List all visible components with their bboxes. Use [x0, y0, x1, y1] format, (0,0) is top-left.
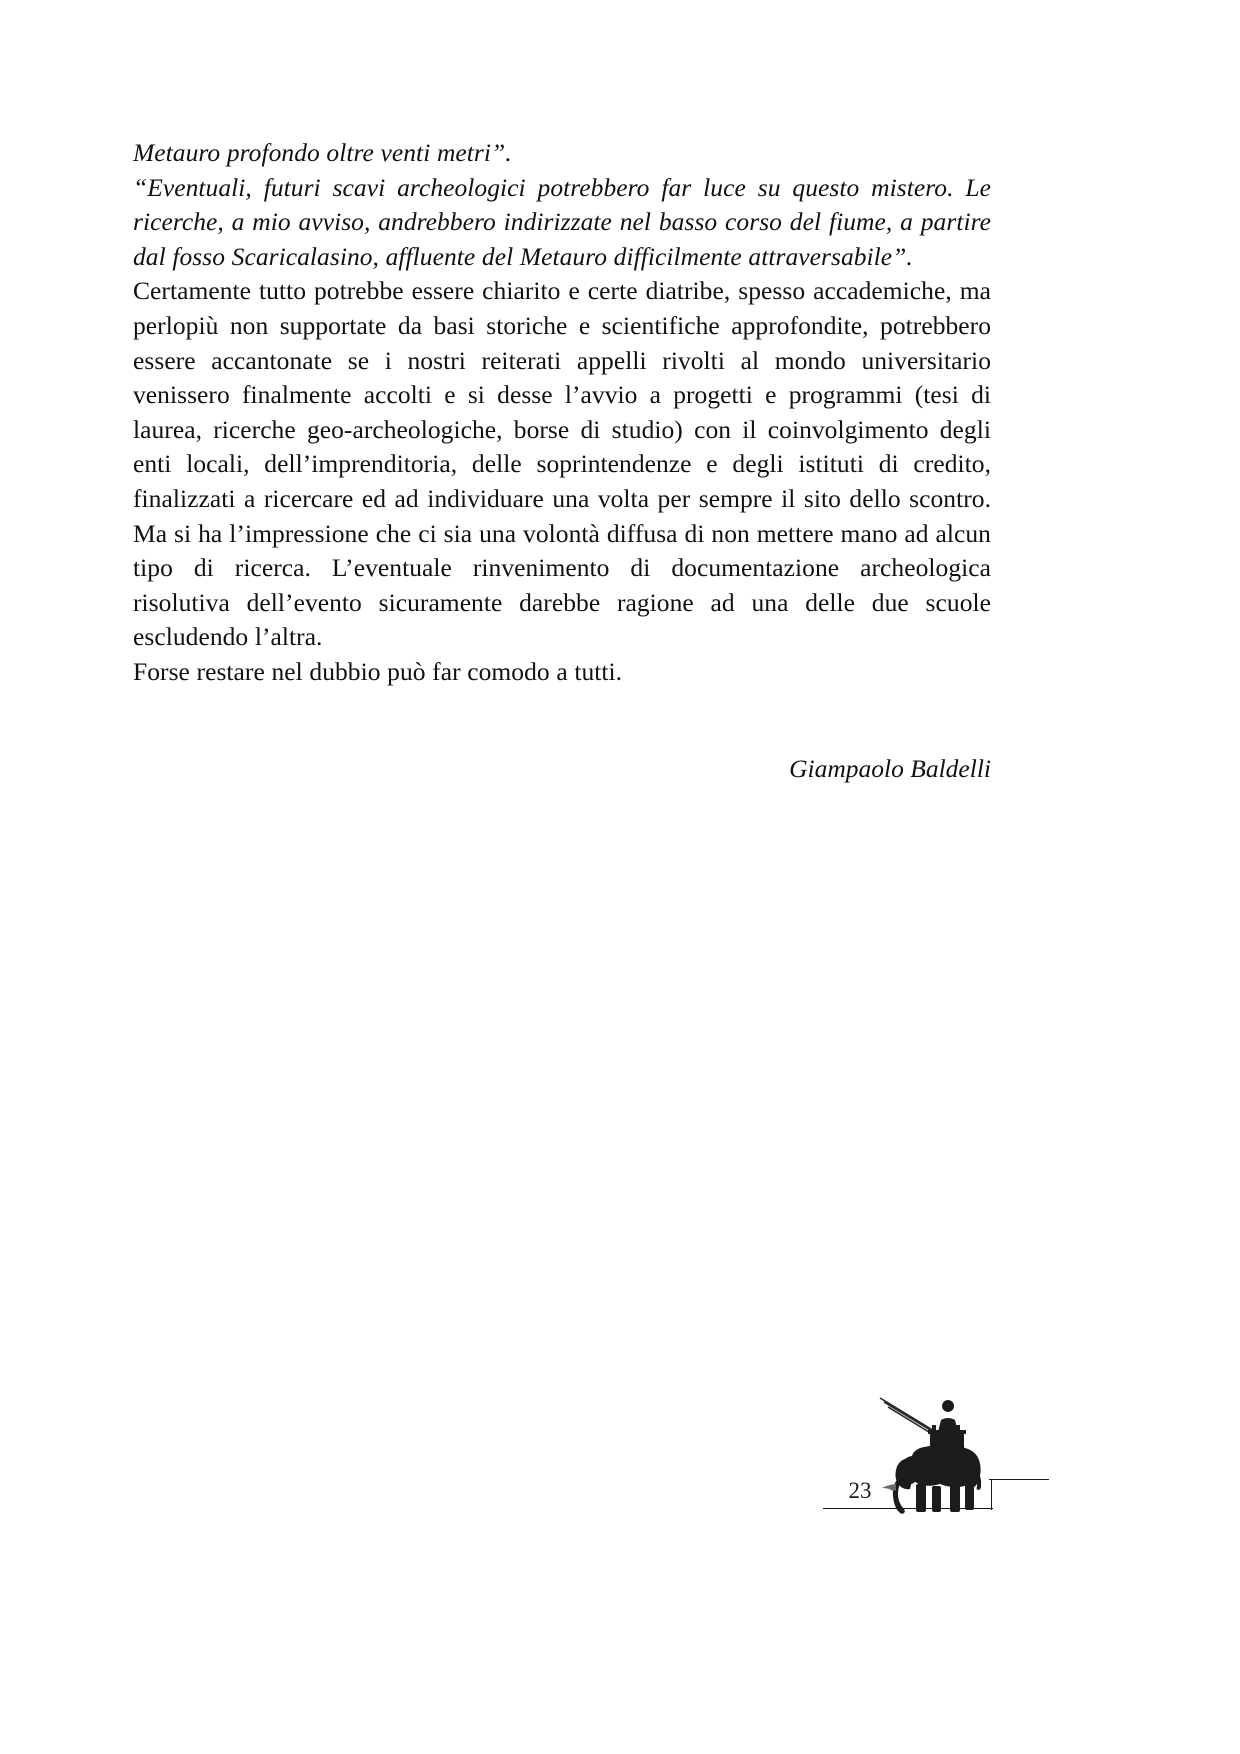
paragraph-quote-block: “Eventuali, futuri scavi archeologici potrebbero far luce su questo mistero. Le ricerche, a mio avviso, andrebbero indirizzate nel basso corso del fiume, a partire dal fosso Scaricalasino, affluente del Metauro difficilmente attraversabile”. [133, 172, 991, 271]
paragraph-quote-continuation: Metauro profondo oltre venti metri”. [133, 138, 512, 167]
footer-rule-vertical [991, 1480, 992, 1510]
page-number: 23 [848, 1478, 872, 1503]
author-signature: Giampaolo Baldelli [789, 754, 991, 783]
footer-rule-horizontal [823, 1508, 993, 1509]
page-text-body [133, 136, 991, 690]
paragraph-main-commentary: Certamente tutto potrebbe essere chiarito e certe diatribe, spesso accademiche, ma perlopiù non supportate da basi storiche e scientifiche approfondite, potrebbero essere accantonate se i nostri reiterati appelli rivolti al mondo universitario venissero finalmente accolti e si desse l’avvio a progetti e programmi (tesi di laurea, ricerche geo-archeologiche, borse di studio) con il coinvolgimento degli enti locali, dell’imprenditoria, delle soprintendenze e degli istituti di credito, finalizzati a ricercare ed ad individuare una volta per sempre il sito dello scontro. Ma si ha l’impressione che ci sia una volontà diffusa di non mettere mano ad alcun tipo di ricerca. L’eventuale rinvenimento di documentazione archeologica risolutiva dell’evento sicuramente darebbe ragione ad una delle due scuole escludendo l’altra. [133, 276, 991, 652]
paragraph-closing-line: Forse restare nel dubbio può far comodo a tutti. [133, 656, 623, 686]
footer-rule-horizontal-upper [989, 1479, 1049, 1480]
